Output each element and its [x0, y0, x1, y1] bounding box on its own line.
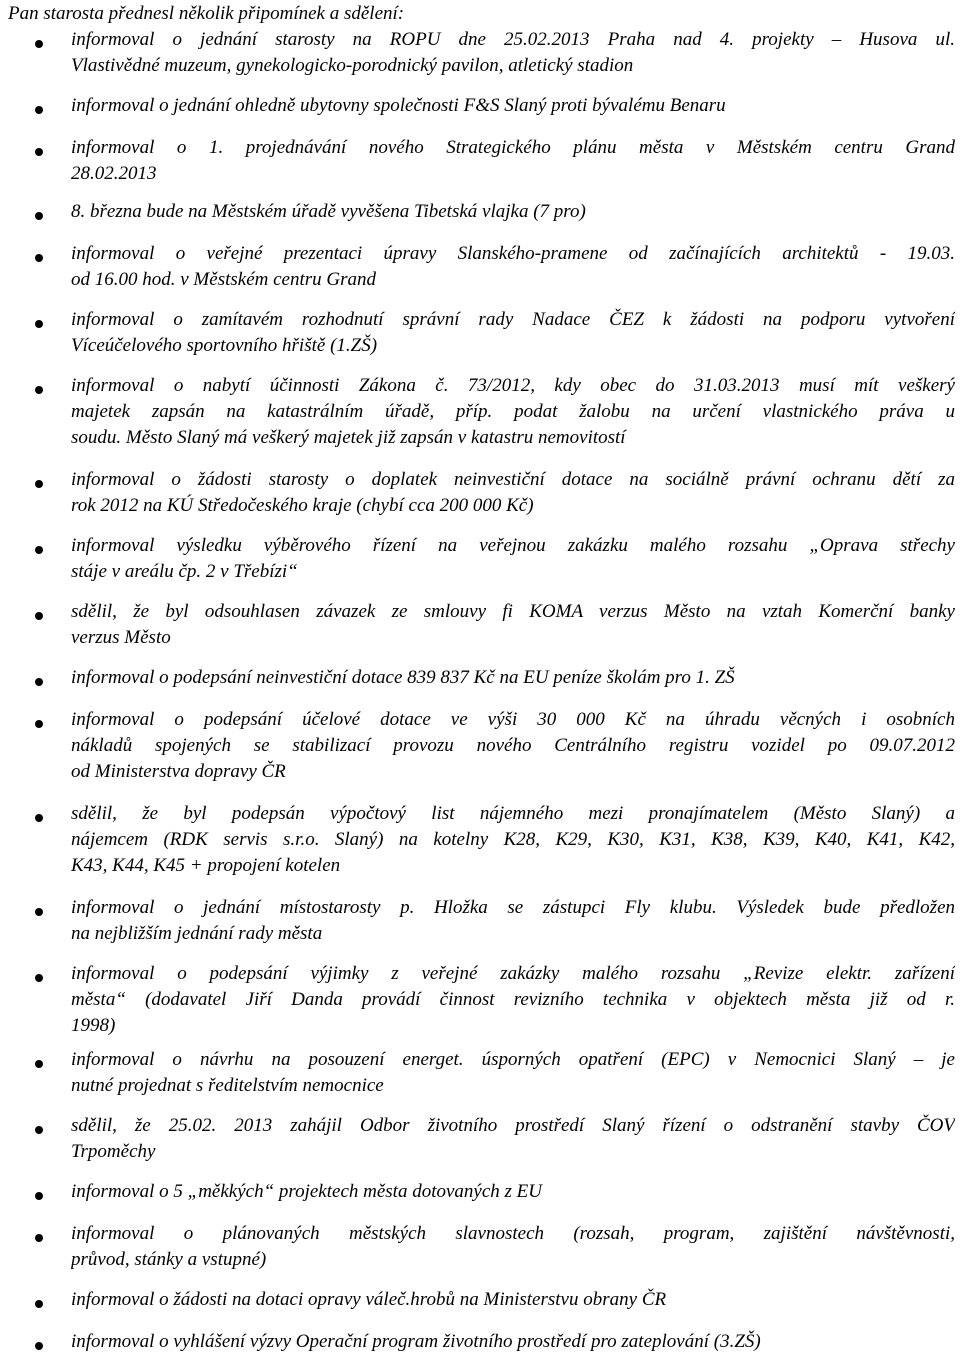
list-item-text-line: na nejbližším jednání rady města	[71, 923, 323, 944]
list-item-text-line: informoval o žádosti na dotaci opravy váleč.hrobů na Ministerstvu obrany ČR	[71, 1289, 667, 1310]
bullet-icon	[35, 1060, 43, 1068]
bullet-icon	[35, 40, 43, 48]
list-item-text-line: verzus Město	[71, 627, 171, 648]
list-item-text-line: od Ministerstva dopravy ČR	[71, 761, 286, 782]
bullet-icon	[35, 480, 43, 488]
list-item-text-line: Víceúčelového sportovního hřiště (1.ZŠ)	[71, 335, 378, 356]
bullet-icon	[35, 320, 43, 328]
bullet-icon	[35, 974, 43, 982]
list-item-text-line: Trpoměchy	[71, 1141, 156, 1162]
list-item-text-line: od 16.00 hod. v Městském centru Grand	[71, 269, 377, 290]
list-item-text-line: nákladů spojených se stabilizací provozu nového Centrálního registru vozidel po 09.07.2012	[71, 735, 955, 756]
list-item-text-line: informoval výsledku výběrového řízení na veřejnou zakázku malého rozsahu „Oprava střechy	[71, 535, 955, 556]
list-item-text-line: informoval o podepsání účelové dotace ve výši 30 000 Kč na úhradu věcných i osobních	[71, 709, 955, 730]
bullet-icon	[35, 106, 43, 114]
list-item-text-line: 1998)	[71, 1015, 116, 1036]
list-item-text-line: informoval o veřejné prezentaci úpravy Slanského-pramene od začínajících architektů - 19.03.	[71, 243, 955, 264]
list-item-text-line: informoval o 5 „měkkých“ projektech města dotovaných z EU	[71, 1181, 543, 1202]
bullet-icon	[35, 254, 43, 262]
list-item-text-line: informoval o nabytí účinnosti Zákona č. 73/2012, kdy obec do 31.03.2013 musí mít veškerý	[71, 375, 955, 396]
bullet-icon	[35, 612, 43, 620]
bullet-icon	[35, 546, 43, 554]
list-item-text-line: K43, K44, K45 + propojení kotelen	[71, 855, 341, 876]
list-item-text-line: informoval o žádosti starosty o doplatek neinvestiční dotace na sociálně právní ochranu dětí za	[71, 469, 955, 490]
list-item-text-line: informoval o podepsání výjimky z veřejné zakázky malého rozsahu „Revize elektr. zařízení	[71, 963, 955, 984]
list-item-text-line: informoval o zamítavém rozhodnutí správní rady Nadace ČEZ k žádosti na podporu vytvoření	[71, 309, 955, 330]
list-item-text-line: informoval o plánovaných městských slavnostech (rozsah, program, zajištění návštěvnosti,	[71, 1223, 955, 1244]
list-item-text-line: informoval o jednání ohledně ubytovny společnosti F&S Slaný proti bývalému Benaru	[71, 95, 726, 116]
list-item-text-line: sdělil, že 25.02. 2013 zahájil Odbor životního prostředí Slaný řízení o odstranění stavby ČOV	[71, 1115, 955, 1136]
list-item-text-line: soudu. Město Slaný má veškerý majetek již zapsán v katastru nemovitostí	[71, 427, 626, 448]
list-item-text-line: 8. března bude na Městském úřadě vyvěšena Tibetská vlajka (7 pro)	[71, 201, 586, 222]
list-item-text-line: informoval o podepsání neinvestiční dotace 839 837 Kč na EU peníze školám pro 1. ZŠ	[71, 667, 735, 688]
bullet-icon	[35, 720, 43, 728]
bullet-icon	[35, 212, 43, 220]
list-item-text-line: sdělil, že byl podepsán výpočtový list nájemného mezi pronajímatelem (Město Slaný) a	[71, 803, 955, 824]
bullet-icon	[35, 814, 43, 822]
list-item-text-line: nájemcem (RDK servis s.r.o. Slaný) na kotelny K28, K29, K30, K31, K38, K39, K40, K41, K42,	[71, 829, 955, 850]
list-item-text-line: informoval o jednání starosty na ROPU dne 25.02.2013 Praha nad 4. projekty – Husova ul.	[71, 29, 955, 50]
list-item-text-line: informoval o vyhlášení výzvy Operační program životního prostředí pro zateplování (3.ZŠ)	[71, 1331, 761, 1352]
bullet-icon	[35, 1300, 43, 1308]
intro-text: Pan starosta přednesl několik připomínek a sdělení:	[8, 3, 405, 24]
list-item-text-line: 28.02.2013	[71, 163, 157, 184]
list-item-text-line: informoval o 1. projednávání nového Strategického plánu města v Městském centru Grand	[71, 137, 955, 158]
list-item-text-line: stáje v areálu čp. 2 v Třebízi“	[71, 561, 298, 582]
list-item-text-line: sdělil, že byl odsouhlasen závazek ze smlouvy fi KOMA verzus Město na vztah Komerční banky	[71, 601, 955, 622]
bullet-icon	[35, 386, 43, 394]
bullet-icon	[35, 148, 43, 156]
list-item-text-line: Vlastivědné muzeum, gynekologicko-porodnický pavilon, atletický stadion	[71, 55, 634, 76]
list-item-text-line: nutné projednat s ředitelstvím nemocnice	[71, 1075, 384, 1096]
list-item-text-line: informoval o návrhu na posouzení energet. úsporných opatření (EPC) v Nemocnici Slaný – je	[71, 1049, 955, 1070]
bullet-icon	[35, 1342, 43, 1350]
list-item-text-line: informoval o jednání místostarosty p. Hložka se zástupci Fly klubu. Výsledek bude předložen	[71, 897, 955, 918]
list-item-text-line: rok 2012 na KÚ Středočeského kraje (chybí cca 200 000 Kč)	[71, 495, 534, 516]
list-item-text-line: průvod, stánky a vstupné)	[71, 1249, 267, 1270]
bullet-icon	[35, 1234, 43, 1242]
list-item-text-line: města“ (dodavatel Jiří Danda provádí činnost revizního technika v objektech města již od r.	[71, 989, 955, 1010]
bullet-icon	[35, 908, 43, 916]
bullet-icon	[35, 1126, 43, 1134]
list-item-text-line: majetek zapsán na katastrálním úřadě, příp. podat žalobu na určení vlastnického práva u	[71, 401, 955, 422]
bullet-icon	[35, 1192, 43, 1200]
bullet-icon	[35, 678, 43, 686]
